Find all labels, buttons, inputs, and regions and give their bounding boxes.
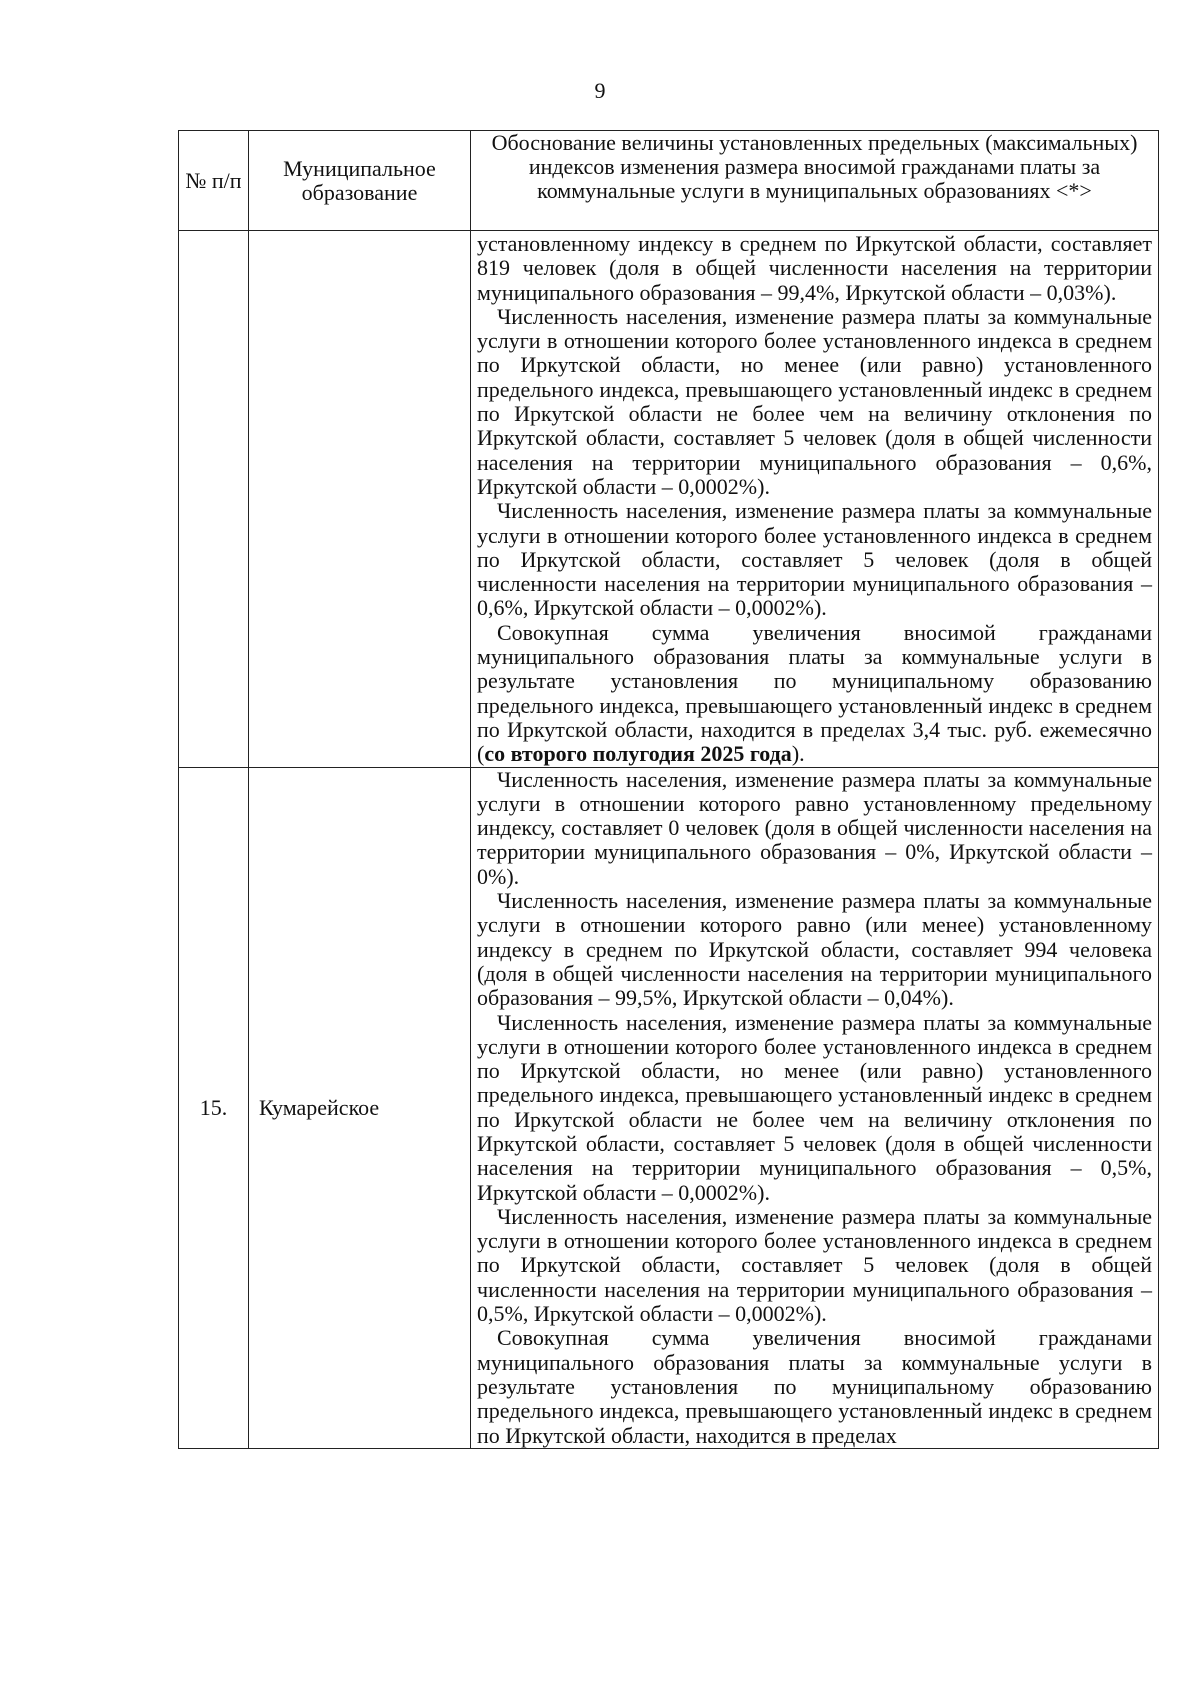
header-municipality [249,131,471,231]
total-text-before: Совокупная сумма увеличения вносимой гражданами муниципального образования платы за коммунальные услуги в результате установления по муниципальному образованию предельного индекса, превышающего установленный индекс в среднем по Иркутской области, находится в пределах 3,4 тыс. руб. ежемесячно ( [477,619,1152,767]
row-municipality-value: Кумарейское [259,1094,380,1120]
total-text-after: ). [791,741,805,767]
justification-paragraph: установленному индексу в среднем по Иркутской области, составляет 819 человек (доля в общей численности населения на территории муниципального образования – 99,4%, Иркутской области – 0,03%). [477,231,1152,305]
header-num-label: № п/п [185,167,242,193]
justification-paragraph: Численность населения, изменение размера платы за коммунальные услуги в отношении которого более установленного индекса в среднем по Иркутской области, составляет 5 человек (доля в общей численности населения на территории муниципального образования – 0,5%, Иркутской области – 0,0002%). [477,1203,1152,1327]
justification-paragraph: Численность населения, изменение размера платы за коммунальные услуги в отношении которого более установленного индекса в среднем по Иркутской области, составляет 5 человек (доля в общей численности населения на территории муниципального образования – 0,6%, Иркутской области – 0,0002%). [477,498,1152,621]
table-header-row [179,131,1159,231]
row-justification [471,767,1159,1448]
justification-paragraph: Численность населения, изменение размера платы за коммунальные услуги в отношении которого более установленного индекса в среднем по Иркутской области, но менее (или равно) установленного предельного индекса, превышающего установленный индекс в среднем по Иркутской области не более чем на величину отклонения по Иркутской области, составляет 5 человек (доля в общей численности населения на территории муниципального образования – 0,6%, Иркутской области – 0,0002%). [477,303,1152,499]
row-municipality [249,767,471,1448]
header-justification [471,131,1159,231]
header-justification-label: Обоснование величины установленных предельных (максимальных) индексов изменения размера вносимой гражданами платы за коммунальные услуги в муниципальных образованиях <*> [491,130,1138,203]
header-num [179,131,249,231]
justification-paragraph: Совокупная сумма увеличения вносимой гражданами муниципального образования платы за коммунальные услуги в результате установления по муниципальному образованию предельного индекса, превышающего установленный индекс в среднем по Иркутской области, находится в пределах [477,1325,1152,1448]
justification-paragraph: Численность населения, изменение размера платы за коммунальные услуги в отношении которого более установленного индекса в среднем по Иркутской области, но менее (или равно) установленного предельного индекса, превышающего установленный индекс в среднем по Иркутской области не более чем на величину отклонения по Иркутской области, составляет 5 человек (доля в общей численности населения на территории муниципального образования – 0,5%, Иркутской области – 0,0002%). [477,1009,1152,1205]
row-num [179,767,249,1448]
justification-table [178,130,1159,1449]
total-text-bold: со второго полугодия 2025 года [484,741,792,767]
page-number: 9 [594,78,606,103]
header-municipality-label: Муниципальное образование [283,155,436,205]
justification-total-paragraph [477,621,1152,767]
table-row [179,231,1159,768]
justification-paragraph: Численность населения, изменение размера платы за коммунальные услуги в отношении которого равно установленному предельному индексу, составляет 0 человек (доля в общей численности населения на территории муниципального образования – 0%, Иркутской области – 0%). [477,766,1152,889]
row-num [179,231,249,768]
justification-paragraph: Численность населения, изменение размера платы за коммунальные услуги в отношении которого равно (или менее) установленному индексу в среднем по Иркутской области, составляет 994 человека (доля в общей численности населения на территории муниципального образования – 99,5%, Иркутской области – 0,04%). [477,888,1152,1011]
row-justification [471,231,1159,768]
row-num-value: 15. [199,1094,228,1120]
row-municipality [249,231,471,768]
table-row [179,767,1159,1448]
